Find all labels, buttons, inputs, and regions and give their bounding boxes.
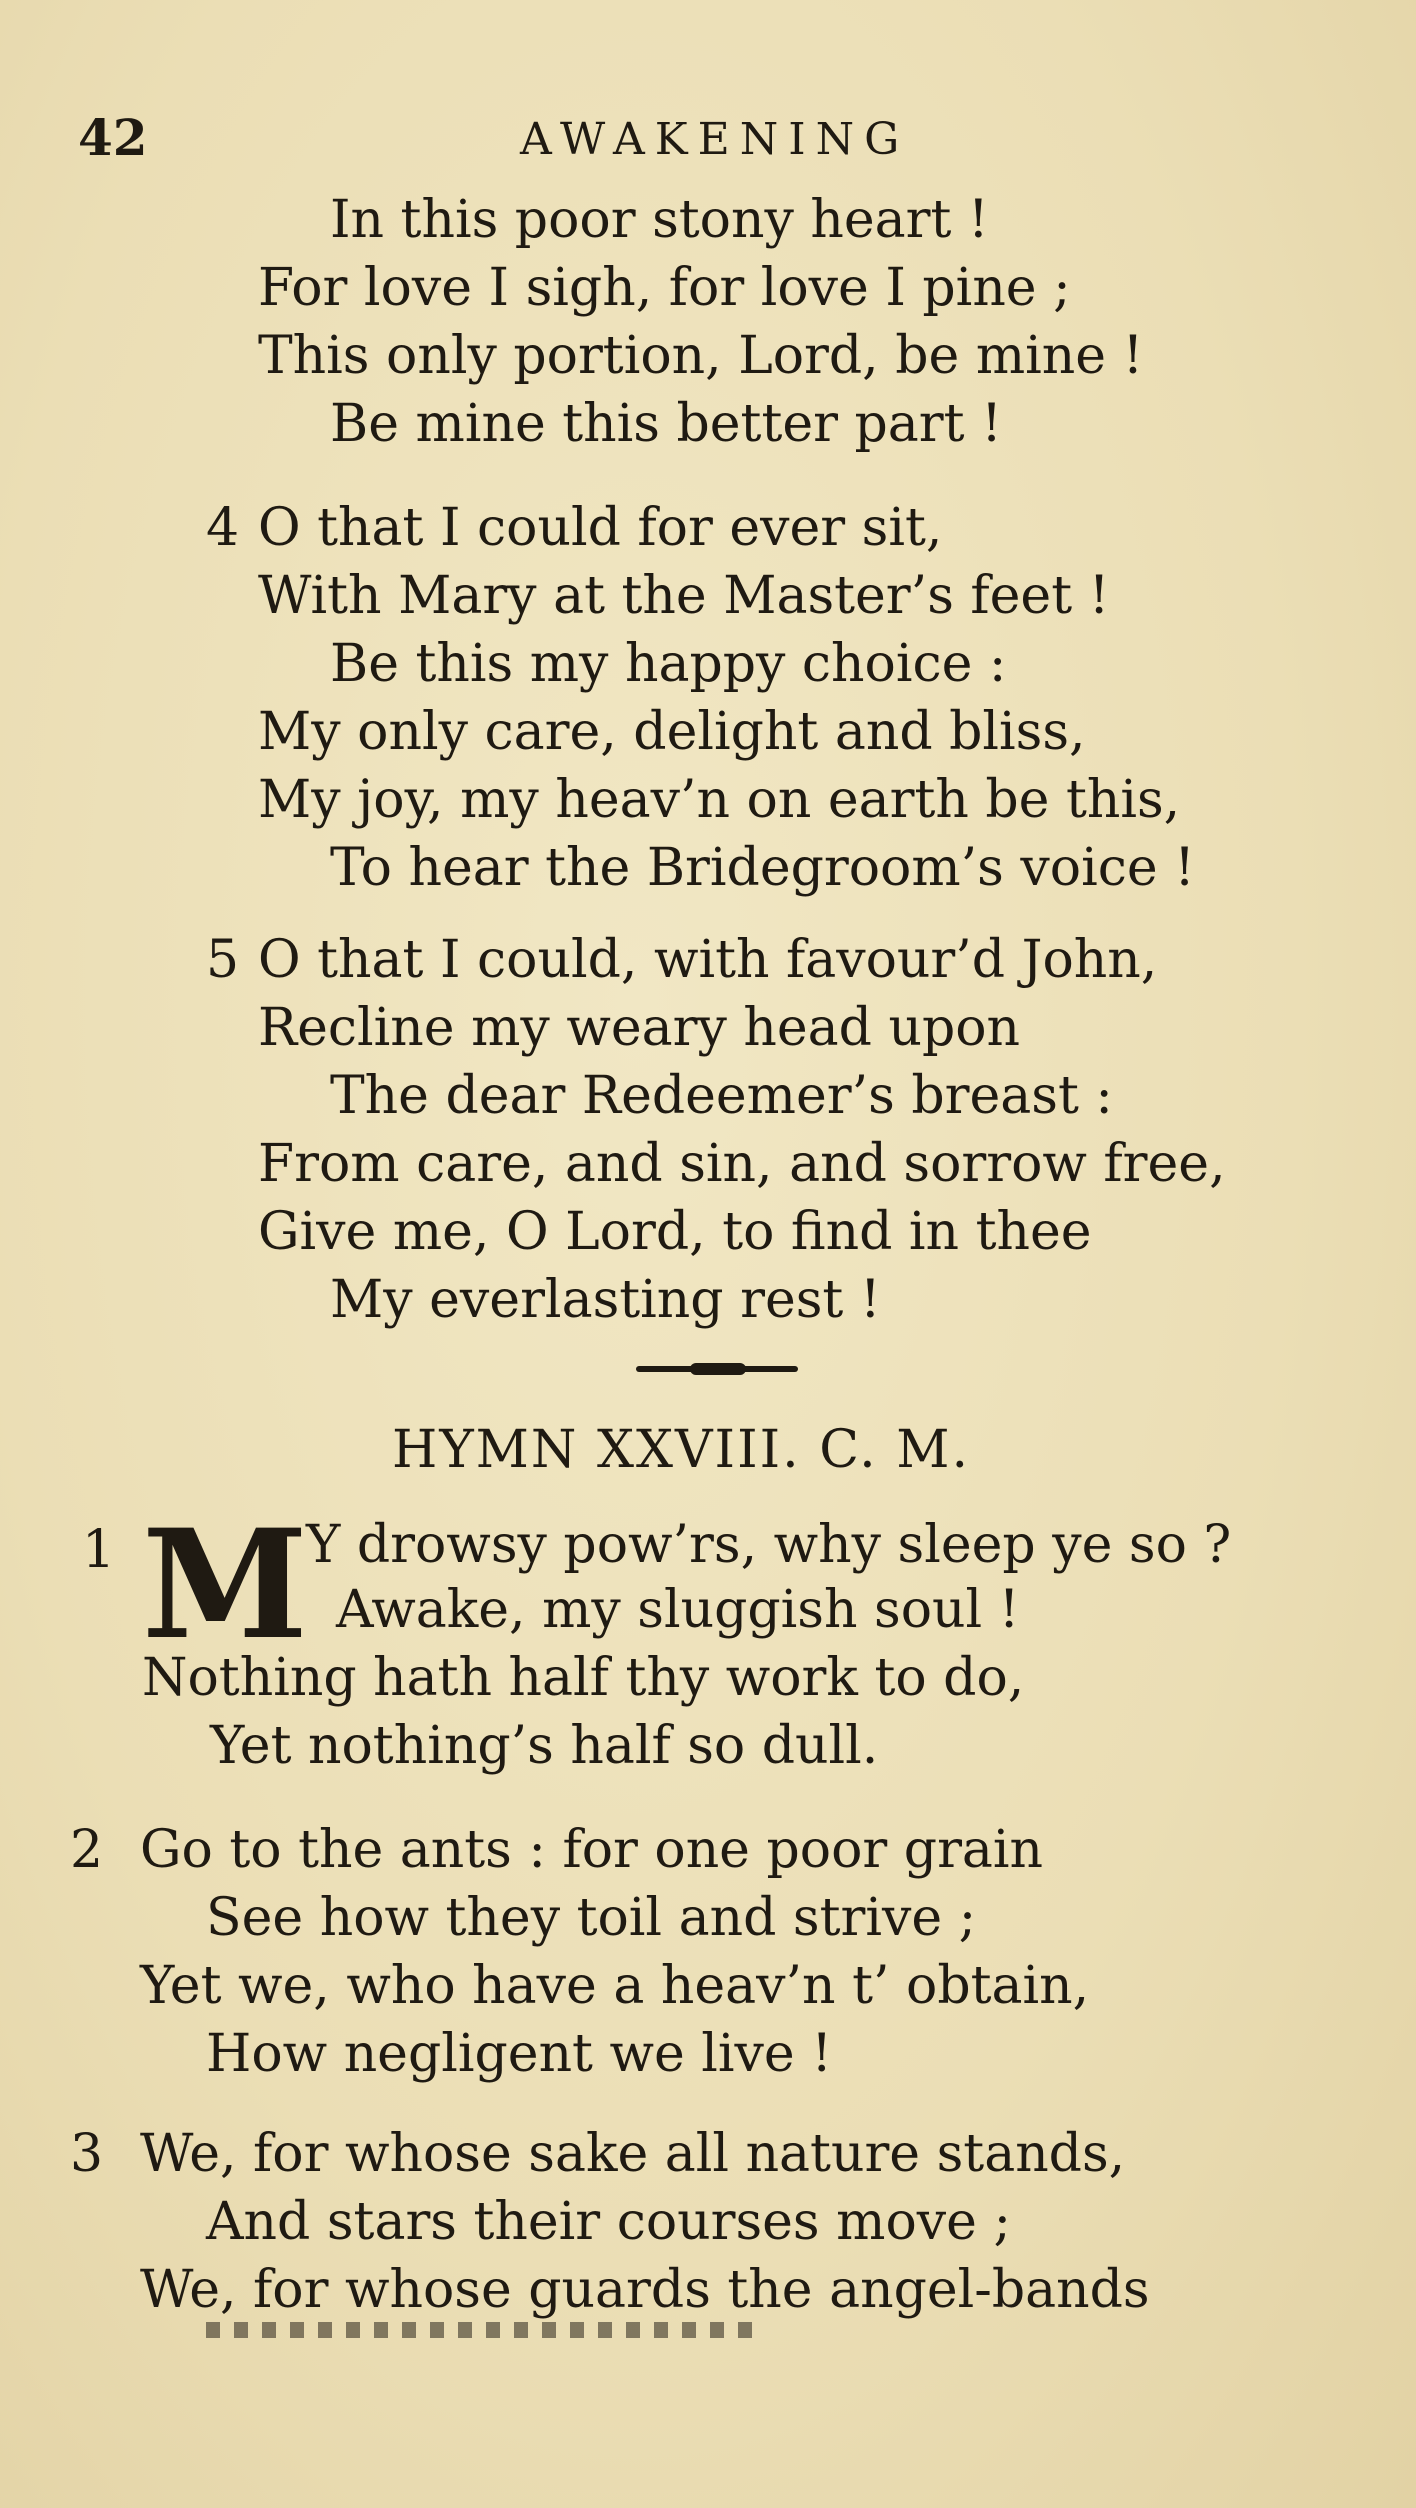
page-number: 42 [78, 108, 148, 167]
verse-line: Go to the ants : for one poor grain [140, 1820, 1044, 1880]
verse-line: And stars their courses move ; [206, 2192, 1011, 2252]
verse-line: Give me, O Lord, to find in thee [258, 1202, 1092, 1262]
verse-line: For love I sigh, for love I pine ; [258, 258, 1071, 318]
verse-line: How negligent we live ! [206, 2024, 833, 2084]
hymn-title: HYMN XXVIII. C. M. [392, 1420, 970, 1480]
verse-line: To hear the Bridegroom’s voice ! [330, 838, 1196, 898]
verse-line: From care, and sin, and sorrow free, [258, 1134, 1226, 1194]
stanza-number: 1 [82, 1520, 116, 1580]
verse-line: Yet nothing’s half so dull. [210, 1716, 879, 1776]
stanza-number: 3 [70, 2124, 104, 2184]
verse-line: Y drowsy pow’rs, why sleep ye so ? [306, 1515, 1232, 1575]
verse-line: With Mary at the Master’s feet ! [258, 566, 1110, 626]
verse-line: The dear Redeemer’s breast : [330, 1066, 1113, 1126]
verse-line: We, for whose guards the angel-bands [140, 2260, 1150, 2320]
verse-line: We, for whose sake all nature stands, [140, 2124, 1126, 2184]
verse-line: Be mine this better part ! [330, 394, 1002, 454]
verse-line: Recline my weary head upon [258, 998, 1021, 1058]
verse-line: This only portion, Lord, be mine ! [258, 326, 1144, 386]
running-head: AWAKENING [520, 114, 910, 165]
section-divider-ornament [690, 1363, 746, 1375]
page-header [0, 108, 1416, 168]
verse-line: Yet we, who have a heav’n t’ obtain, [140, 1956, 1090, 2016]
verse-line: O that I could, with favour’d John, [258, 930, 1158, 990]
cut-off-line [206, 2322, 766, 2338]
verse-line: Awake, my sluggish soul ! [336, 1580, 1020, 1640]
verse-line: Be this my happy choice : [330, 634, 1007, 694]
stanza-number: 5 [206, 930, 240, 990]
verse-line: My everlasting rest ! [330, 1270, 881, 1330]
verse-line: In this poor stony heart ! [330, 190, 989, 250]
verse-line: Nothing hath half thy work to do, [142, 1648, 1025, 1708]
drop-cap: M [142, 1497, 309, 1673]
verse-line: My only care, delight and bliss, [258, 702, 1086, 762]
stanza-number: 4 [206, 498, 240, 558]
verse-line: My joy, my heav’n on earth be this, [258, 770, 1181, 830]
verse-line: See how they toil and strive ; [206, 1888, 977, 1948]
verse-line: O that I could for ever sit, [258, 498, 943, 558]
stanza-number: 2 [70, 1820, 104, 1880]
